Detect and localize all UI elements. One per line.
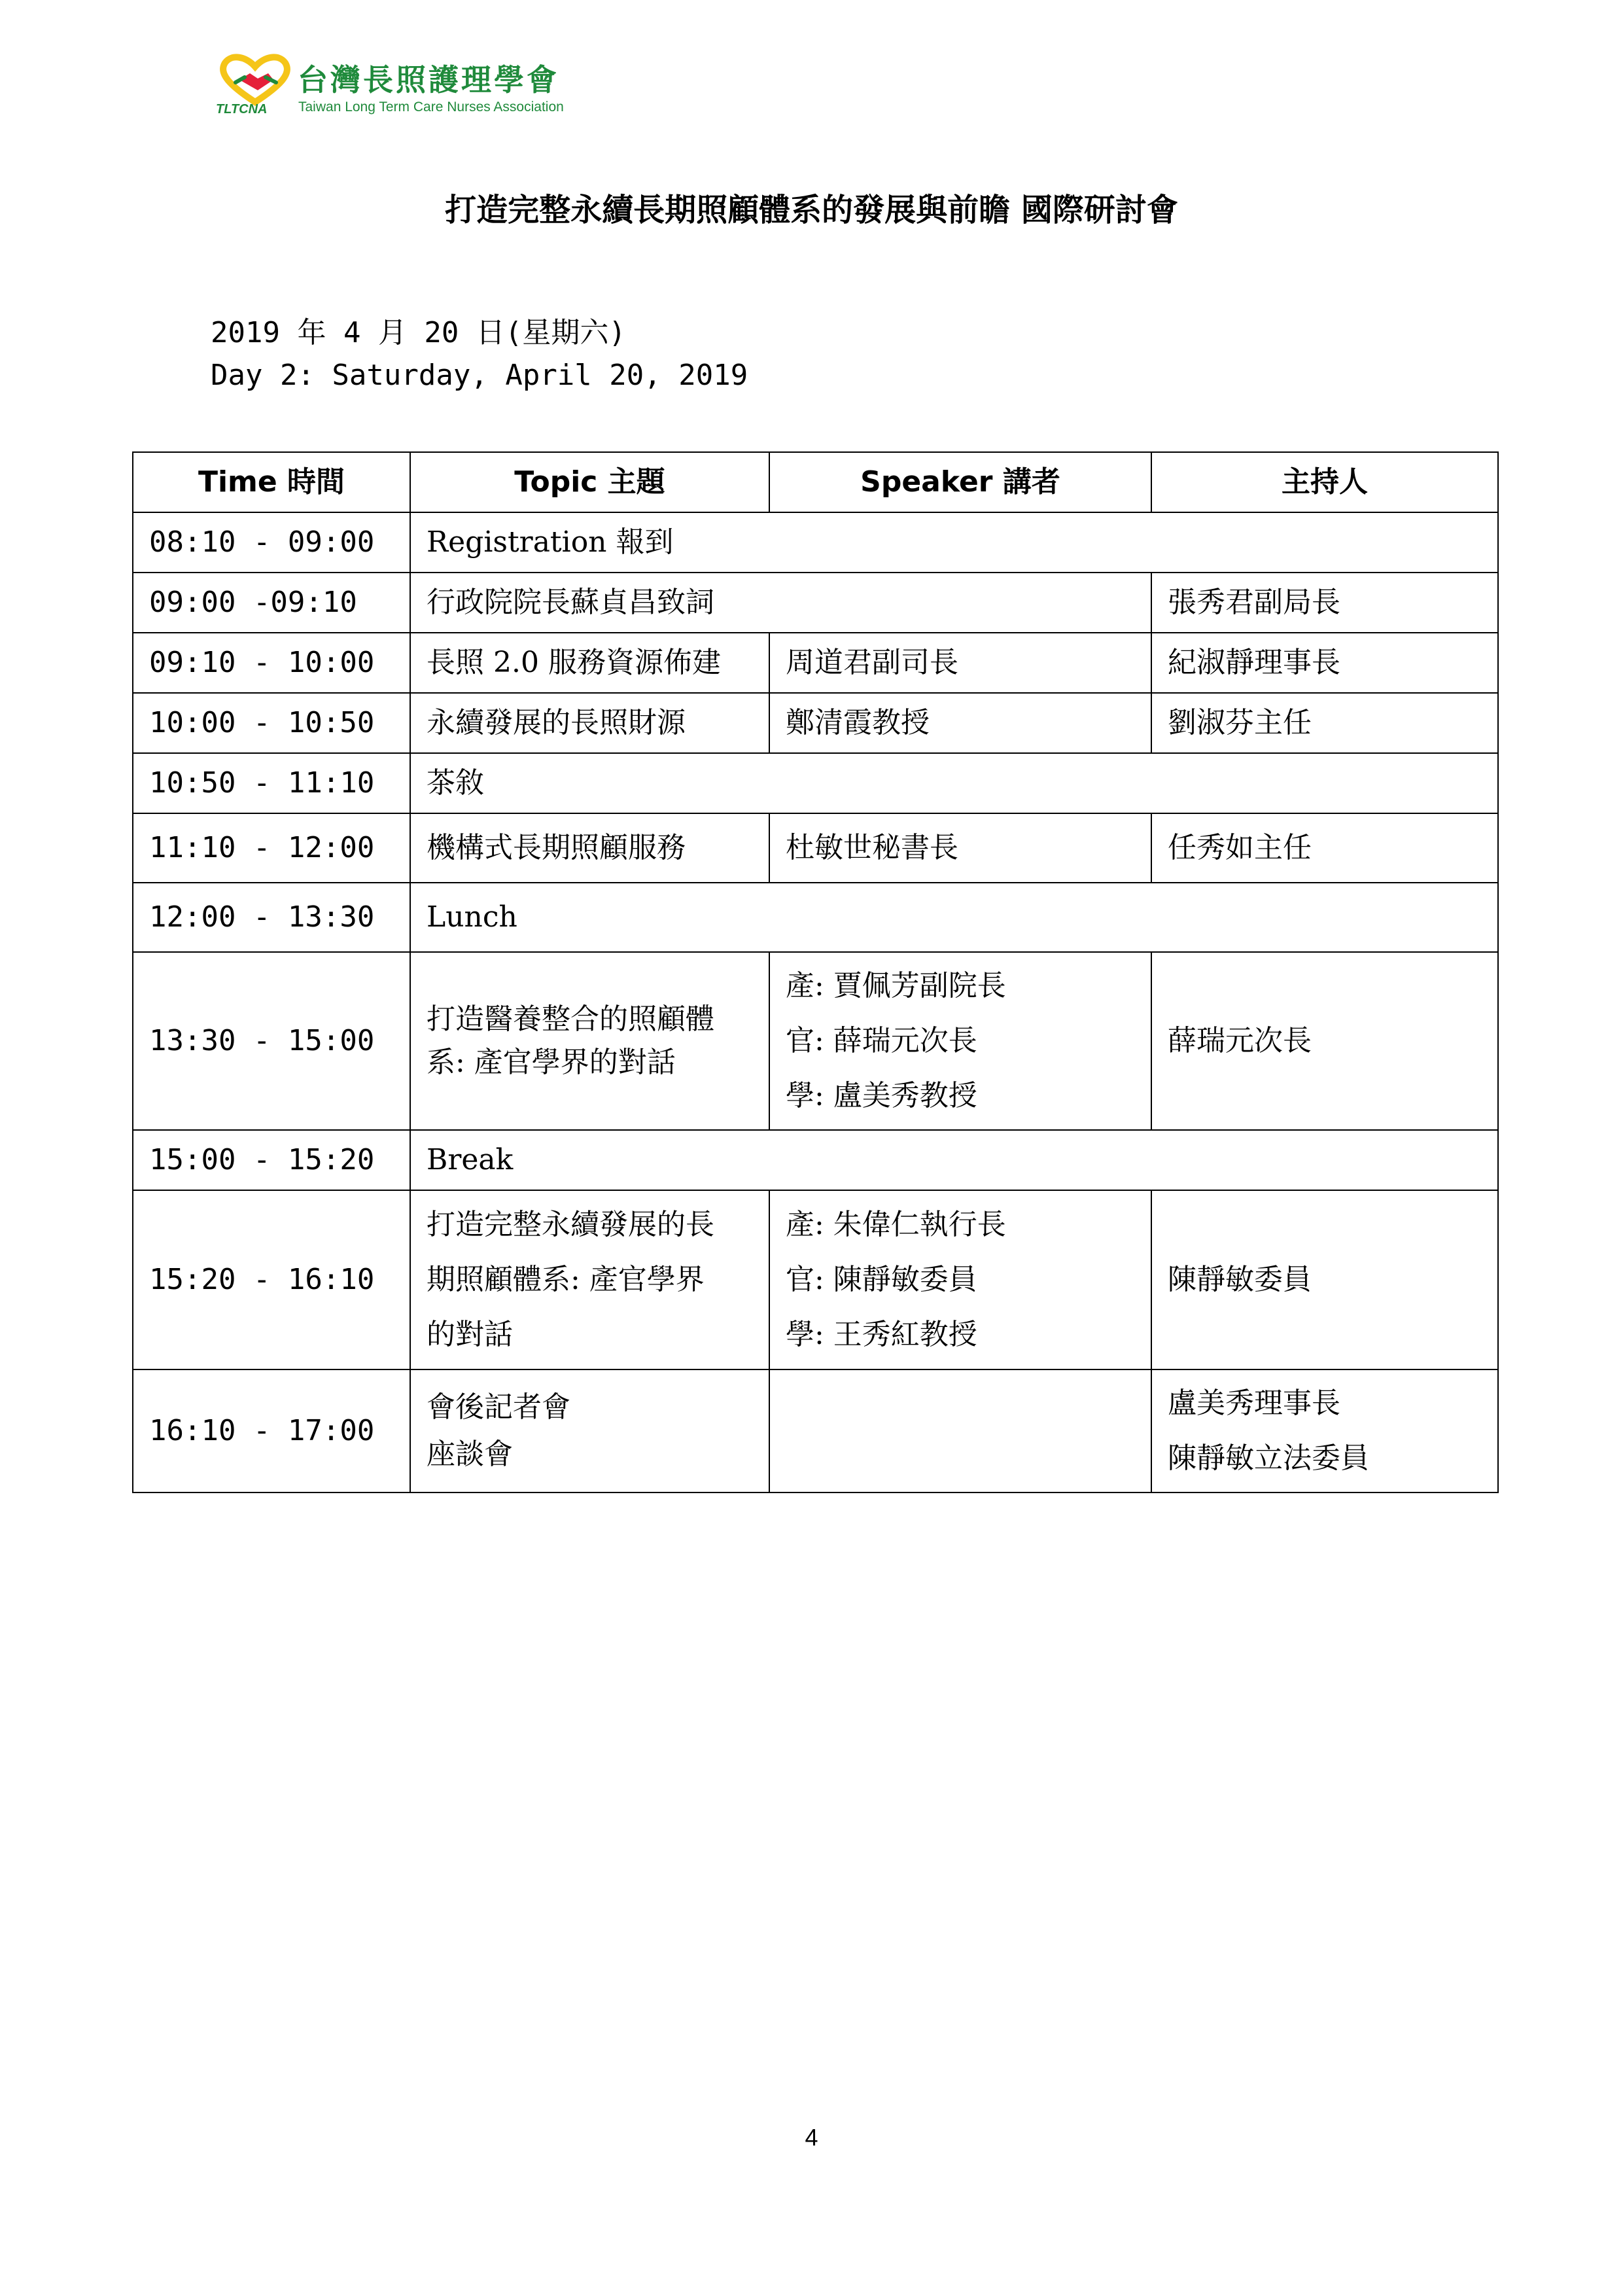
topic-line: 期照顧體系: 產官學界 xyxy=(427,1263,705,1296)
row-host xyxy=(1151,1369,1498,1492)
row-speaker: 杜敏世秘書長 xyxy=(769,813,1151,883)
row-time: 15:20 - 16:10 xyxy=(133,1190,410,1369)
date-english: Day 2: Saturday, April 20, 2019 xyxy=(211,359,748,392)
row-topic: 機構式長期照顧服務 xyxy=(410,813,769,883)
header-speaker: Speaker 講者 xyxy=(769,452,1151,512)
header-time: Time 時間 xyxy=(133,452,410,512)
row-time: 13:30 - 15:00 xyxy=(133,952,410,1130)
logo-english-name: Taiwan Long Term Care Nurses Association xyxy=(298,99,564,115)
speaker-line: 官: 陳靜敏委員 xyxy=(786,1263,977,1296)
row-time: 11:10 - 12:00 xyxy=(133,813,410,883)
row-topic: 長照 2.0 服務資源佈建 xyxy=(410,633,769,693)
row-host: 張秀君副局長 xyxy=(1151,573,1498,633)
speaker-line: 官: 薛瑞元次長 xyxy=(786,1024,977,1057)
row-topic: Break xyxy=(410,1130,1498,1190)
speaker-line: 產: 賈佩芳副院長 xyxy=(786,969,1006,1002)
table-row xyxy=(133,512,1498,573)
association-logo xyxy=(216,54,608,119)
row-host: 陳靜敏委員 xyxy=(1151,1190,1498,1369)
logo-abbreviation: TLTCNA xyxy=(216,102,268,116)
row-topic xyxy=(410,952,769,1130)
table-row xyxy=(133,813,1498,883)
topic-line: 系: 產官學界的對話 xyxy=(427,1046,676,1079)
row-time: 16:10 - 17:00 xyxy=(133,1369,410,1492)
date-chinese: 2019 年 4 月 20 日(星期六) xyxy=(211,316,626,349)
host-line: 陳靜敏立法委員 xyxy=(1168,1441,1369,1475)
topic-line: 打造完整永續發展的長 xyxy=(427,1208,714,1241)
row-speaker xyxy=(769,952,1151,1130)
row-time: 12:00 - 13:30 xyxy=(133,883,410,952)
row-speaker: 周道君副司長 xyxy=(769,633,1151,693)
row-host: 薛瑞元次長 xyxy=(1151,952,1498,1130)
row-topic: Lunch xyxy=(410,883,1498,952)
table-row xyxy=(133,1130,1498,1190)
row-topic: 永續發展的長照財源 xyxy=(410,693,769,753)
schedule-table xyxy=(132,451,1499,1493)
page-number: 4 xyxy=(805,2124,818,2151)
header-host: 主持人 xyxy=(1151,452,1498,512)
table-row xyxy=(133,1369,1498,1492)
table-header-row xyxy=(133,452,1498,512)
table-row xyxy=(133,1190,1498,1369)
row-speaker: 鄭清霞教授 xyxy=(769,693,1151,753)
logo-name: 台灣長照護理學會 xyxy=(298,62,559,97)
table-row xyxy=(133,753,1498,813)
row-time: 09:10 - 10:00 xyxy=(133,633,410,693)
speaker-line: 學: 王秀紅教授 xyxy=(786,1318,977,1351)
row-topic: 茶敘 xyxy=(410,753,1498,813)
row-time: 08:10 - 09:00 xyxy=(133,512,410,573)
speaker-line: 產: 朱偉仁執行長 xyxy=(786,1208,1006,1241)
topic-line: 打造醫養整合的照顧體 xyxy=(427,1002,714,1036)
row-speaker xyxy=(769,1190,1151,1369)
table-row xyxy=(133,693,1498,753)
page-title: 打造完整永續長期照顧體系的發展與前瞻 國際研討會 xyxy=(445,192,1178,228)
row-host: 劉淑芬主任 xyxy=(1151,693,1498,753)
row-topic xyxy=(410,1369,769,1492)
row-time: 10:00 - 10:50 xyxy=(133,693,410,753)
row-time: 15:00 - 15:20 xyxy=(133,1130,410,1190)
row-topic xyxy=(410,1190,769,1369)
header-topic: Topic 主題 xyxy=(410,452,769,512)
row-time: 10:50 - 11:10 xyxy=(133,753,410,813)
row-host: 任秀如主任 xyxy=(1151,813,1498,883)
host-line: 盧美秀理事長 xyxy=(1168,1386,1340,1420)
table-row xyxy=(133,952,1498,1130)
row-topic: Registration 報到 xyxy=(410,512,1498,573)
heart-handshake-icon xyxy=(216,54,294,106)
row-speaker xyxy=(769,1369,1151,1492)
topic-line: 會後記者會 xyxy=(427,1390,570,1424)
table-row xyxy=(133,633,1498,693)
row-time: 09:00 -09:10 xyxy=(133,573,410,633)
speaker-line: 學: 盧美秀教授 xyxy=(786,1079,977,1112)
row-topic: 行政院院長蘇貞昌致詞 xyxy=(410,573,1151,633)
topic-line: 的對話 xyxy=(427,1318,513,1351)
row-host: 紀淑靜理事長 xyxy=(1151,633,1498,693)
table-row xyxy=(133,883,1498,952)
topic-line: 座談會 xyxy=(427,1438,513,1471)
table-row xyxy=(133,573,1498,633)
